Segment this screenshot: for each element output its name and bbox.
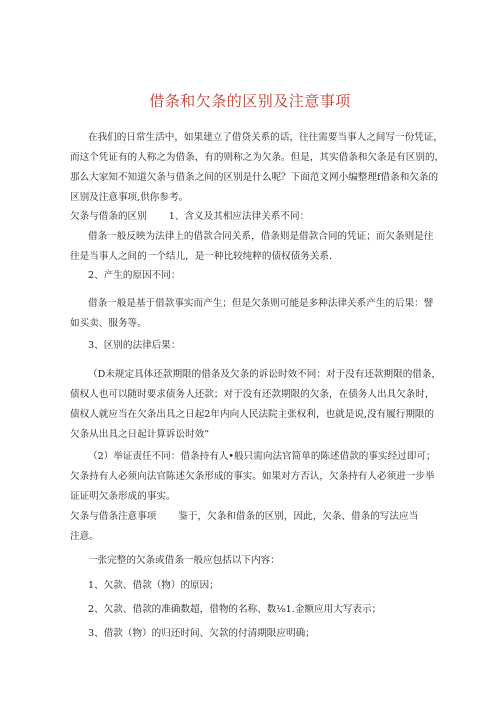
paragraph-line: 区别及注意事项,供你参考。 [70, 192, 189, 203]
paragraph-line: 在我们的日常生活中，如果建立了借贷关系的话，往往需要当事人之间写一份凭证， [88, 132, 443, 143]
section-heading: 欠条与借条注意事项 [70, 511, 157, 522]
document-title: 借条和欠条的区别及注意事项 [149, 92, 351, 110]
paragraph-line: 往是当事人之间的一个结儿，是一种比较纯粹的债权债务关系. [70, 251, 333, 262]
paragraph-line: 那么大家知不知道欠条与借条之间的区别是什么呢？下面范文网小编整理f借条和欠条的 [70, 172, 439, 183]
paragraph-text: 鉴于，欠条和借条的区别，因此，欠条、借条的写法应当 [178, 511, 419, 522]
paragraph-line: 借条一般是基于借款事实而产生；但是欠条则可能是多种法律关系产生的后果：譬 [88, 298, 434, 309]
paragraph-line: （D未规定具体还款期限的借条及欠条的诉讼时效不同：对于没有还款期限的借条， [88, 369, 442, 380]
paragraph-line: 债权人就应当在欠条出具之日起2年内向人民法院主张权利，也就是说,没有履行期限的 [70, 409, 435, 420]
paragraph-line: 证证明欠条形成的事实。 [70, 491, 176, 502]
point-heading: 2、产生的原因不同： [88, 270, 181, 281]
list-item: 3、借款（物）的归还时间、欠款的付清期限应明确； [88, 628, 315, 639]
point-heading: 1、含义及其相应法律关系不同： [168, 211, 310, 222]
paragraph-line: 如买卖、服务等。 [70, 318, 147, 329]
list-item: 2、欠款、借款的准确数超，借物的名称、数⅛1.金额应用大写表示； [88, 604, 382, 615]
paragraph-line: 一张完整的欠条或借条一般应包括以下内容： [88, 555, 280, 566]
paragraph-line: 欠条持有人必须向法官陈述欠条形成的事实。如果对方否认，欠条持有人必须进一步举 [70, 471, 435, 482]
point-heading: 3、区别的法律后果： [88, 340, 181, 351]
paragraph-line: 借条一般反映为法律上的借款合同关系，借条则是借款合同的凭证；而欠条则是往 [88, 231, 434, 242]
section-heading-line [70, 211, 309, 223]
paragraph-line: 欠条从出具之日起计算诉讼时效” [70, 429, 210, 440]
paragraph-line: 而这个凭证有的人称之为借条，有的则称之为欠条。但是，其实借条和欠条是有区别的， [70, 152, 445, 163]
list-item: 1、欠款、借款（物）的原因； [88, 580, 219, 591]
paragraph-line: （2）举证责任不同：借条持有人•般只需向法官简单的陈述借款的事实经过即可； [88, 451, 436, 462]
paragraph-line: 注意。 [70, 531, 99, 542]
section-heading-line [70, 511, 418, 523]
section-heading: 欠条与借条的区别 [70, 211, 147, 222]
paragraph-line: 债权人也可以随时要求债务人还款；对于没有还款期限的欠条，在债务人出具欠条时， [70, 389, 435, 400]
